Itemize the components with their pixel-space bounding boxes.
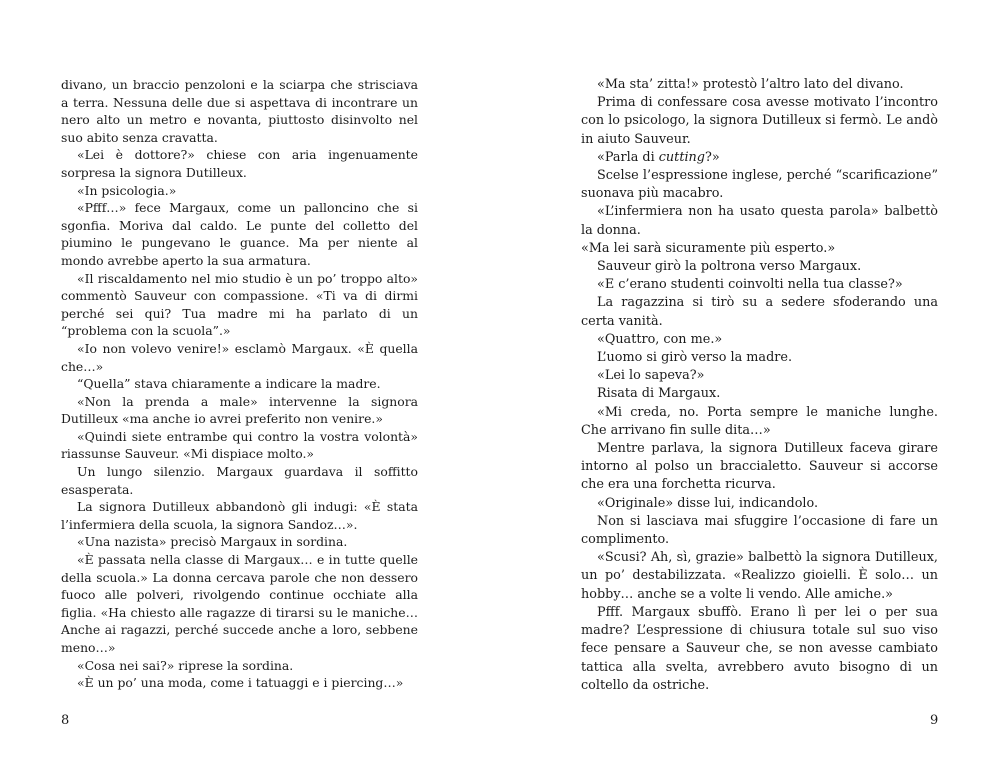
paragraph: «Scusi? Ah, sì, grazie» balbettò la signora Dutilleux, un po’ destabilizzata. «Realizzo gioielli. È solo… un hobby… anche se a volte li vendo. Alle amiche.» bbox=[581, 550, 938, 602]
paragraph: «Parla di cutting?» bbox=[597, 149, 720, 165]
paragraph: «Lei è dottore?» chiese con aria ingenuamente sorpresa la signora Dutilleux. bbox=[61, 147, 418, 180]
paragraph: «L’infermiera non ha usato questa parola» balbettò la donna. bbox=[581, 204, 938, 238]
paragraph: «Mi creda, no. Porta sempre le maniche lunghe. Che arrivano fin sulle dita…» bbox=[581, 404, 938, 438]
paragraph: Mentre parlava, la signora Dutilleux faceva girare intorno al polso un braccialetto. Sauveur si accorse che era una forchetta ricurva. bbox=[581, 441, 938, 493]
paragraph: «Il riscaldamento nel mio studio è un po’ troppo alto» commentò Sauveur con compassione. «Ti va di dirmi perché sei qui? Tua madre mi ha parlato di un “problema con la scuola”.» bbox=[61, 270, 418, 339]
paragraph: La signora Dutilleux abbandonò gli indugi: «È stata l’infermiera della scuola, la signora Sandoz…». bbox=[61, 499, 418, 532]
paragraph: «Ma sta’ zitta!» protestò l’altro lato del divano. bbox=[597, 77, 904, 92]
paragraph: Un lungo silenzio. Margaux guardava il soffitto esasperata. bbox=[61, 464, 418, 497]
paragraph: Scelse l’espressione inglese, perché “scarificazione” suonava più macabro. bbox=[581, 168, 938, 202]
paragraph: «Originale» disse lui, indicandolo. bbox=[597, 495, 819, 511]
italic-word: cutting bbox=[658, 149, 705, 165]
paragraph: «Una nazista» precisò Margaux in sordina. bbox=[77, 534, 348, 550]
paragraph: «Lei lo sapeva?» bbox=[597, 368, 705, 384]
paragraph: Prima di confessare cosa avesse motivato l’incontro con lo psicologo, la signora Dutilleux si fermò. Le andò in aiuto Sauveur. bbox=[581, 95, 938, 147]
paragraph: «Io non volevo venire!» esclamò Margaux. «È quella che…» bbox=[61, 340, 418, 374]
right-page-text bbox=[581, 76, 938, 695]
paragraph: La ragazzina si tirò su a sedere sfoderando una certa vanità. bbox=[581, 295, 938, 329]
page-number-left: 8 bbox=[61, 713, 70, 728]
paragraph: Sauveur girò la poltrona verso Margaux. bbox=[597, 259, 862, 275]
paragraph: L’uomo si girò verso la madre. bbox=[597, 350, 793, 366]
paragraph: «In psicologia.» bbox=[77, 182, 177, 198]
paragraph: divano, un braccio penzoloni e la sciarpa che strisciava a terra. Nessuna delle due si aspettava di incontrare un nero alto un metro e novanta, piuttosto disinvolto nel suo abito senza cravatta. bbox=[61, 77, 418, 145]
paragraph: «Ma lei sarà sicuramente più esperto.» bbox=[581, 240, 836, 256]
paragraph: «Quattro, con me.» bbox=[597, 331, 723, 347]
paragraph: «Cosa nei sai?» riprese la sordina. bbox=[77, 657, 294, 673]
page-number-right: 9 bbox=[930, 713, 939, 728]
paragraph: «E c’erano studenti coinvolti nella tua classe?» bbox=[597, 277, 903, 293]
paragraph: «Pfff…» fece Margaux, come un palloncino che si sgonfia. Moriva dal caldo. Le punte del colletto del piumino le pungevano le guance. Ma per niente al mondo avrebbe aperto la sua armatura. bbox=[61, 200, 418, 268]
paragraph: «È passata nella classe di Margaux… e in tutte quelle della scuola.» La donna cercava parole che non dessero fuoco alle polveri, rivolgendo continue occhiate alla figlia. «Ha chiesto alle ragazze di tirarsi su le maniche… Anche ai ragazzi, perché succede anche a loro, sebbene meno…» bbox=[61, 552, 418, 655]
paragraph: “Quella” stava chiaramente a indicare la madre. bbox=[77, 376, 381, 392]
left-page-text bbox=[61, 76, 418, 692]
paragraph: Pfff. Margaux sbuffò. Erano lì per lei o per sua madre? L’espressione di chiusura totale sul suo viso fece pensare a Sauveur che, se non avesse cambiato tattica alla svelta, avrebbero avuto bisogno di un coltello da ostriche. bbox=[581, 604, 938, 693]
paragraph: Risata di Margaux. bbox=[597, 386, 721, 402]
paragraph: «È un po’ una moda, come i tatuaggi e i piercing…» bbox=[77, 675, 404, 691]
paragraph: «Non la prenda a male» intervenne la signora Dutilleux «ma anche io avrei preferito non venire.» bbox=[61, 393, 418, 427]
paragraph: Non si lasciava mai sfuggire l’occasione di fare un complimento. bbox=[581, 513, 938, 548]
paragraph: «Quindi siete entrambe qui contro la vostra volontà» riassunse Sauveur. «Mi dispiace molto.» bbox=[61, 428, 418, 462]
